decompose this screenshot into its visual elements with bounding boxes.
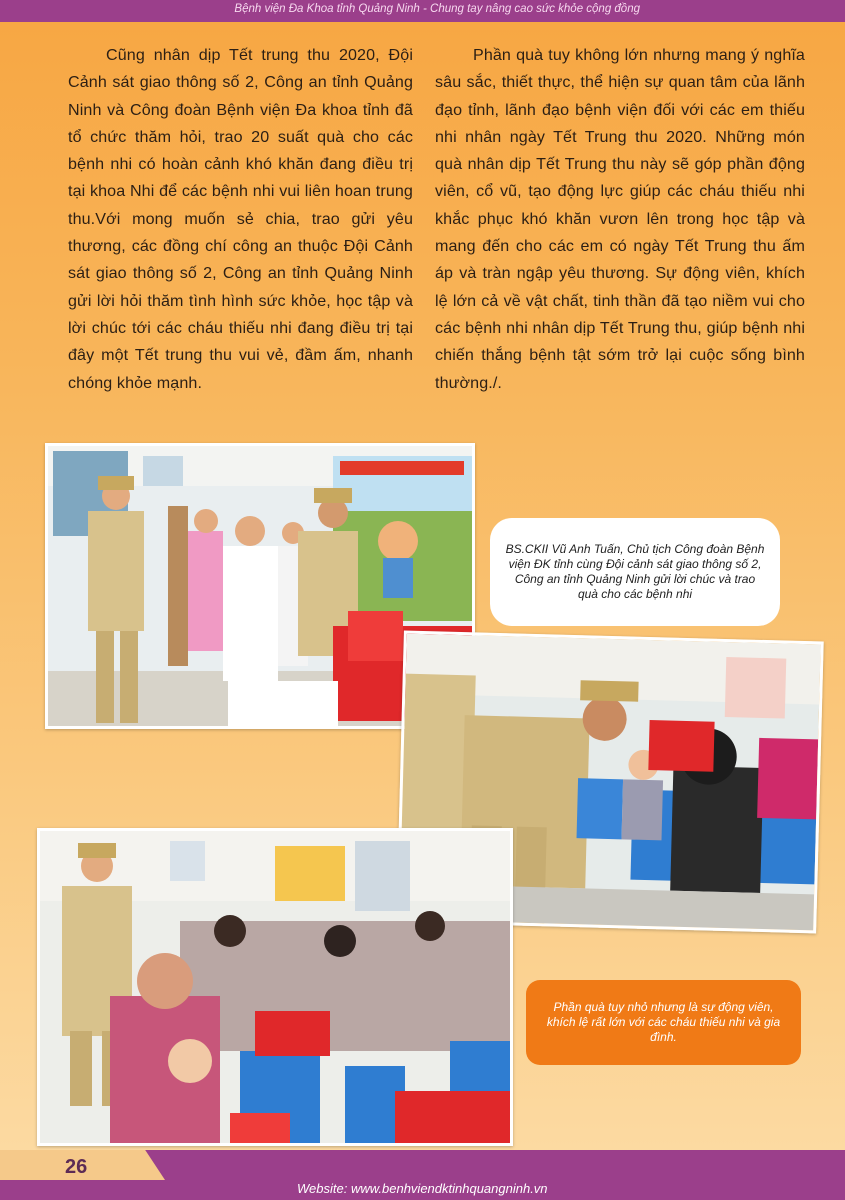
caption-photo-1 xyxy=(490,518,780,626)
header-text: Bệnh viện Đa Khoa tỉnh Quảng Ninh - Chung tay nâng cao sức khỏe cộng đồng xyxy=(234,3,640,15)
caption-photo-1-text: BS.CKII Vũ Anh Tuấn, Chủ tịch Công đoàn Bệnh viện ĐK tỉnh cùng Đội cảnh sát giao thông số 2, Công an tỉnh Quảng Ninh gửi lời chúc và trao quà cho các bệnh nhi xyxy=(505,542,765,601)
footer-website: Website: www.benhviendktinhquangninh.vn xyxy=(297,1181,548,1196)
article-column-right xyxy=(435,42,805,397)
caption-photo-3-text: Phần quà tuy nhỏ nhưng là sự động viên, khích lệ rất lớn với các cháu thiếu nhi và gia đình. xyxy=(546,1000,781,1044)
article-paragraph-left: Cũng nhân dịp Tết trung thu 2020, Đội Cảnh sát giao thông số 2, Công an tỉnh Quảng Ninh và Công đoàn Bệnh viện Đa khoa tỉnh đã tổ chức thăm hỏi, trao 20 suất quà cho các bệnh nhi có hoàn cảnh khó khăn đang điều trị tại khoa Nhi để các bệnh nhi vui liên hoan trung thu.Với mong muốn sẻ chia, trao gửi yêu thương, các đồng chí công an thuộc Đội Cảnh sát giao thông số 2, Công an tỉnh Quảng Ninh gửi lời hỏi thăm tình hình sức khỏe, học tập và lời chúc tới các cháu thiếu nhi đang điều trị tại đây một Tết trung thu vui vẻ, đầm ấm, nhanh chóng khỏe mạnh. xyxy=(68,46,413,392)
article-paragraph-right: Phần quà tuy không lớn nhưng mang ý nghĩa sâu sắc, thiết thực, thể hiện sự quan tâm của lãnh đạo tỉnh, lãnh đạo bệnh viện đối với các em thiếu nhi nhân ngày Tết Trung thu 2020. Những món quà nhân dịp Tết Trung thu này sẽ góp phần động viên, cổ vũ, tạo động lực giúp các cháu thiếu nhi khắc phục khó khăn vươn lên trong học tập và mang đến cho các em có ngày Tết Trung thu ấm áp và tràn ngập yêu thương. Sự động viên, khích lệ lớn cả về vật chất, tinh thần đã tạo niềm vui cho các bệnh nhi nhân dịp Tết Trung thu, giúp bệnh nhi chiến thắng bệnh tật sớm trở lại cuộc sống bình thường./. xyxy=(435,46,805,392)
header-band xyxy=(0,0,845,22)
photo-families-with-children xyxy=(37,828,513,1146)
page-number: 26 xyxy=(65,1156,88,1178)
article-column-left xyxy=(68,42,413,397)
caption-photo-3 xyxy=(526,980,801,1065)
footer-band xyxy=(0,1150,845,1200)
